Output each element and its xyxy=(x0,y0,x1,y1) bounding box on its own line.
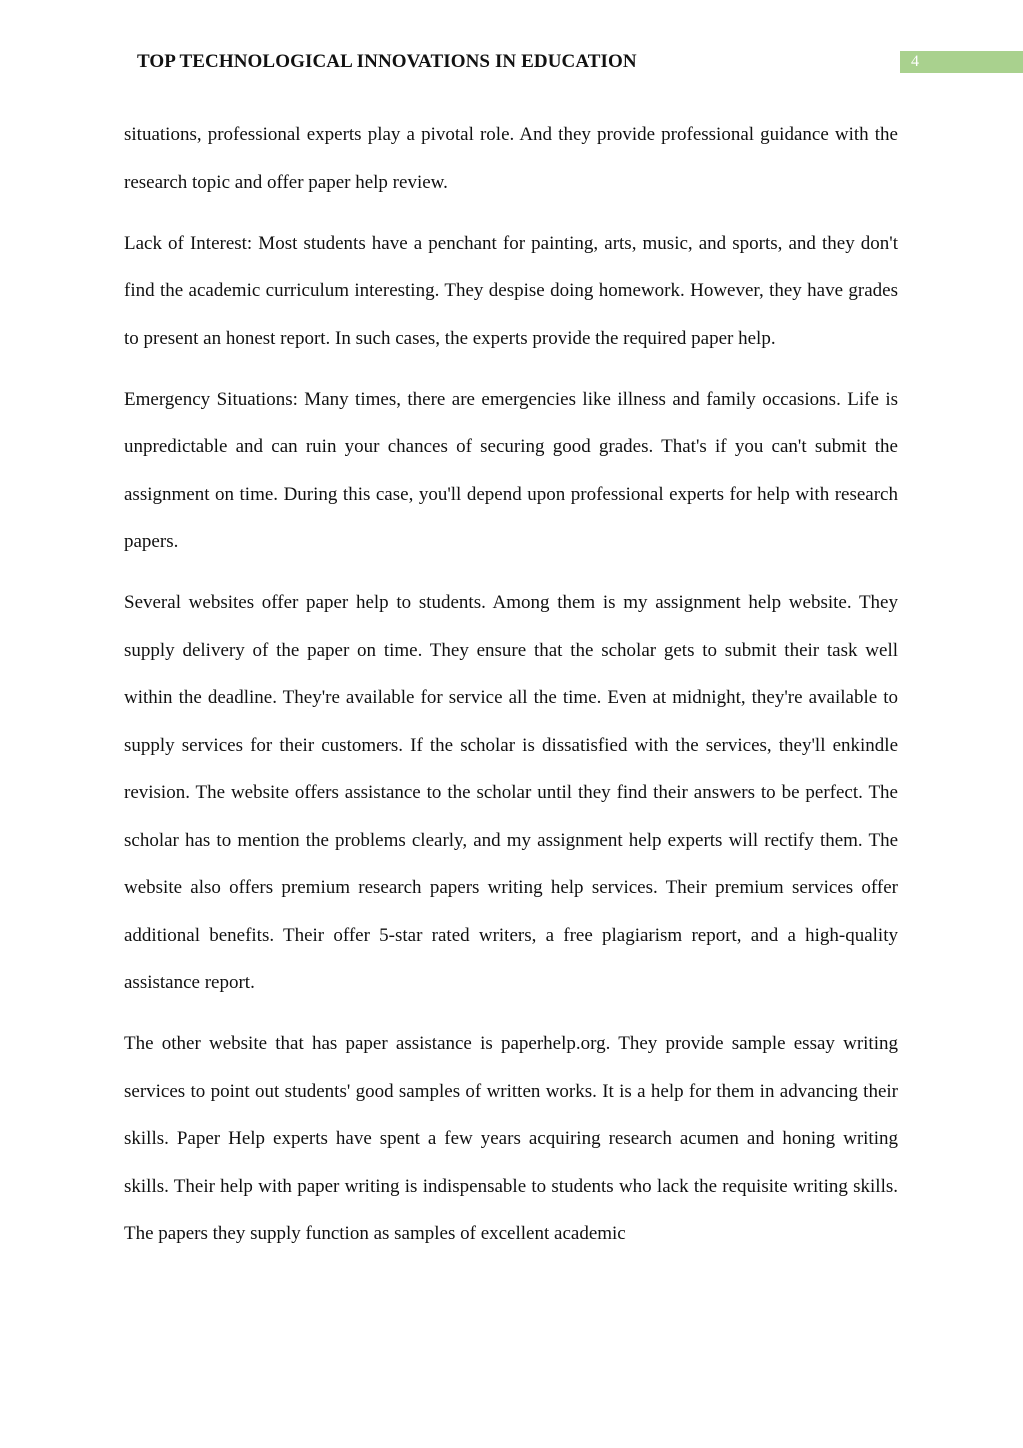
paragraph-lack-of-interest: Lack of Interest: Most students have a penchant for painting, arts, music, and sports, and they don't find the academic curriculum interesting. They despise doing homework. However, they have grades to present an honest report. In such cases, the experts provide the required paper help. xyxy=(124,232,898,349)
paragraph-emergency-situations: Emergency Situations: Many times, there are emergencies like illness and family occasions. Life is unpredictable and can ruin your chances of securing good grades. That's if you can't submit the assignment on time. During this case, you'll depend upon professional experts for help with research papers. xyxy=(124,388,898,552)
paragraph-continuation: situations, professional experts play a pivotal role. And they provide professional guidance with the research topic and offer paper help review. xyxy=(124,124,898,193)
paragraph-paperhelp: The other website that has paper assistance is paperhelp.org. They provide sample essay writing services to point out students' good samples of written works. It is a help for them in advancing their skills. Paper Help experts have spent a few years acquiring research acumen and honing writing skills. Their help with paper writing is indispensable to students who lack the requisite writing skills. The papers they supply function as samples of excellent academic xyxy=(124,1033,898,1244)
paragraph-websites: Several websites offer paper help to students. Among them is my assignment help website. They supply delivery of the paper on time. They ensure that the scholar gets to submit their task well within the deadline. They're available for service all the time. Even at midnight, they're available to supply services for their customers. If the scholar is dissatisfied with the services, they'll enkindle revision. The website offers assistance to the scholar until they find their answers to be perfect. The scholar has to mention the problems clearly, and my assignment help experts will rectify them. The website also offers premium research papers writing help services. Their premium services offer additional benefits. Their offer 5-star rated writers, a free plagiarism report, and a high-quality assistance report. xyxy=(124,592,898,993)
running-header-title: TOP TECHNOLOGICAL INNOVATIONS IN EDUCATION xyxy=(137,51,637,72)
page-number-badge: 4 xyxy=(900,51,1023,73)
document-body xyxy=(124,111,898,1271)
